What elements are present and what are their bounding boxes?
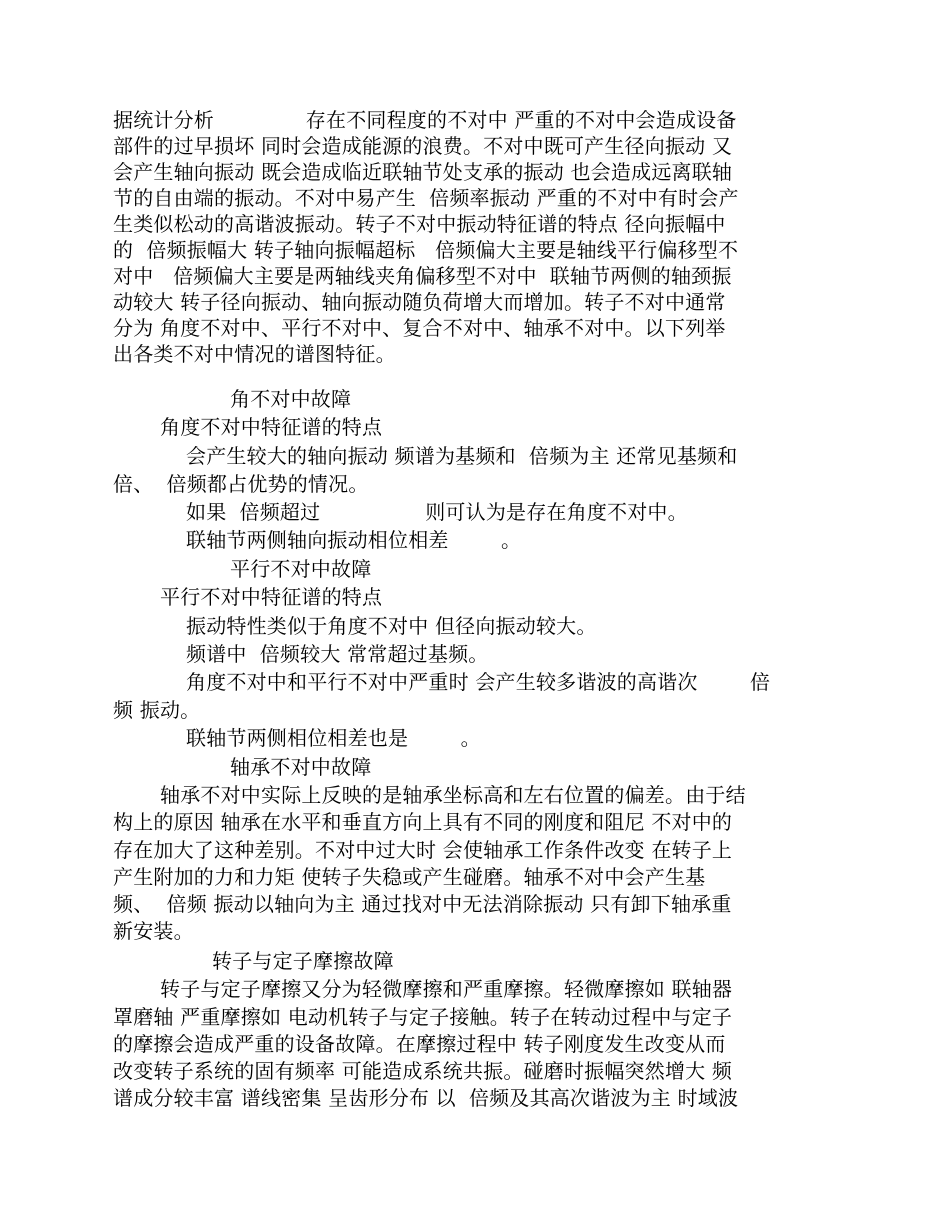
paragraph-line: 轴承不对中实际上反映的是轴承坐标高和左右位置的偏差。由于结	[160, 783, 746, 807]
paragraph-line: 存在加大了这种差别。不对中过大时 会使轴承工作条件改变 在转子上	[113, 838, 733, 862]
paragraph-line: 振动特性类似于角度不对中 但径向振动较大。	[186, 614, 597, 638]
paragraph-line: 频 振动。	[113, 698, 201, 722]
paragraph-line: 会产生轴向振动 既会造成临近联轴节处支承的振动 也会造成远离联轴	[113, 160, 733, 184]
paragraph-line: 产生附加的力和力矩 使转子失稳或产生碰磨。轴承不对中会产生基	[113, 865, 706, 889]
paragraph-line: 罩磨轴 严重摩擦如 电动机转子与定子接触。转子在转动过程中与定子	[113, 1005, 733, 1029]
section-heading: 平行不对中故障	[230, 557, 372, 581]
paragraph-line: 频谱中 倍频较大 常常超过基频。	[186, 642, 489, 666]
paragraph-line: 转子与定子摩擦又分为轻微摩擦和严重摩擦。轻微摩擦如 联轴器	[160, 977, 733, 1001]
paragraph-line: 如果 倍频超过 则可认为是存在角度不对中。	[186, 500, 688, 524]
paragraph-line: 对中 倍频偏大主要是两轴线夹角偏移型不对中 联轴节两侧的轴颈振	[113, 264, 732, 288]
paragraph-line: 改变转子系统的固有频率 可能造成系统共振。碰磨时振幅突然增大 频	[113, 1059, 733, 1083]
subsection-heading: 角度不对中特征谱的特点	[160, 415, 383, 439]
paragraph-line: 生类似松动的高谐波振动。转子不对中振动特征谱的特点 径向振幅中	[113, 212, 726, 236]
paragraph-line: 联轴节两侧轴向振动相位相差 。	[186, 528, 522, 552]
subsection-heading: 平行不对中特征谱的特点	[160, 585, 383, 609]
paragraph-line: 分为 角度不对中、平行不对中、复合不对中、轴承不对中。以下列举	[113, 316, 726, 340]
section-heading: 角不对中故障	[230, 387, 352, 411]
paragraph-line: 据统计分析 存在不同程度的不对中 严重的不对中会造成设备	[113, 108, 737, 132]
paragraph-line: 倍、 倍频都占优势的情况。	[113, 472, 369, 496]
paragraph-line: 角度不对中和平行不对中严重时 会产生较多谐波的高谐次 倍	[186, 670, 771, 694]
paragraph-line: 会产生较大的轴向振动 频谱为基频和 倍频为主 还常见基频和	[186, 444, 738, 468]
paragraph-line: 频、 倍频 振动以轴向为主 通过找对中无法消除振动 只有卸下轴承重	[113, 892, 732, 916]
paragraph-line: 联轴节两侧相位相差也是 。	[186, 726, 481, 750]
section-heading: 转子与定子摩擦故障	[212, 949, 394, 973]
paragraph-line: 的摩擦会造成严重的设备故障。在摩擦过程中 转子刚度发生改变从而	[113, 1032, 726, 1056]
paragraph-line: 节的自由端的振动。不对中易产生 倍频率振动 严重的不对中有时会产	[113, 186, 739, 210]
paragraph-line: 构上的原因 轴承在水平和垂直方向上具有不同的刚度和阻尼 不对中的	[113, 810, 733, 834]
paragraph-line: 部件的过早损坏 同时会造成能源的浪费。不对中既可产生径向振动 又	[113, 134, 733, 158]
paragraph-line: 动较大 转子径向振动、轴向振动随负荷增大而增加。转子不对中通常	[113, 290, 726, 314]
paragraph-line: 的 倍频振幅大 转子轴向振幅超标 倍频偏大主要是轴线平行偏移型不	[113, 238, 739, 262]
paragraph-line: 新安装。	[113, 919, 194, 943]
section-heading: 轴承不对中故障	[230, 755, 372, 779]
paragraph-line: 谱成分较丰富 谱线密集 呈齿形分布 以 倍频及其高次谐波为主 时域波	[113, 1086, 739, 1110]
paragraph-line: 出各类不对中情况的谱图特征。	[113, 342, 396, 366]
